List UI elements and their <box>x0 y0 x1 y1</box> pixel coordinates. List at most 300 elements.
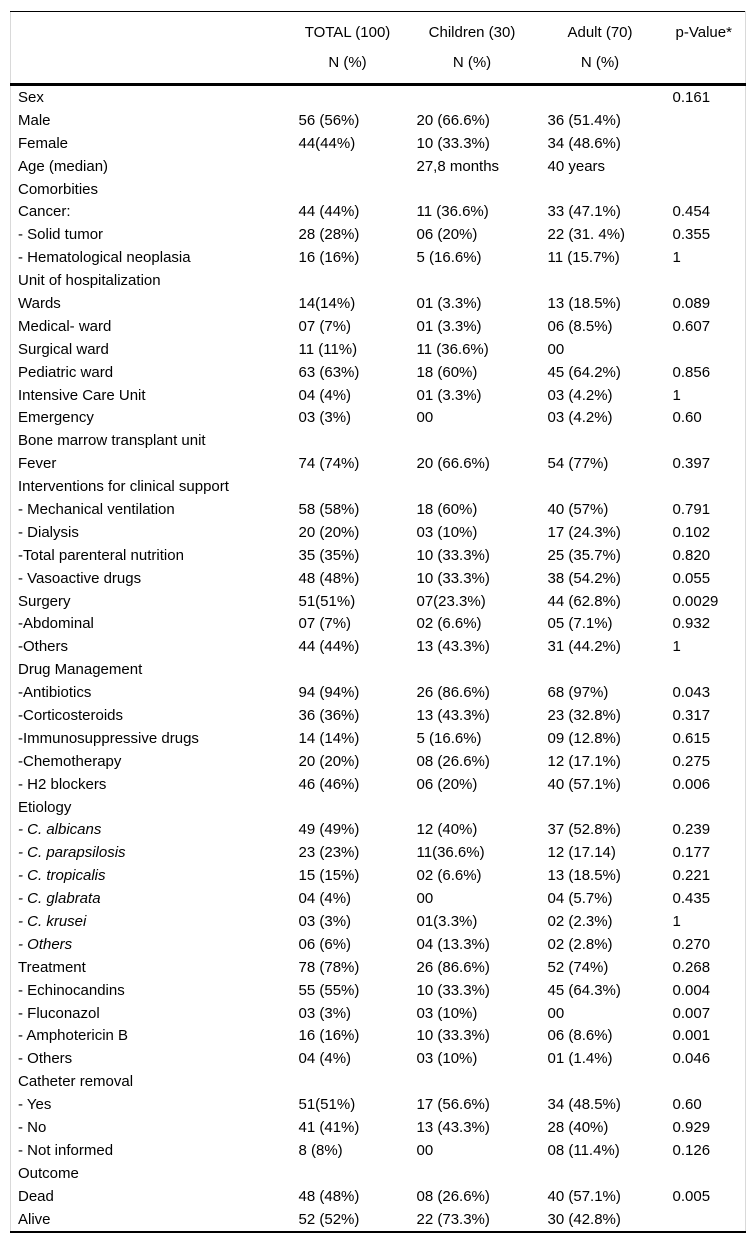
col-header-children-title: Children (30) <box>428 24 516 41</box>
p-value-cell: 0.454 <box>672 203 711 221</box>
total-cell: 44 (44%) <box>298 638 360 656</box>
row-label: -Corticosteroids <box>18 706 124 724</box>
p-value-cell: 0.270 <box>672 935 711 953</box>
col-header-total-title: TOTAL (100) <box>304 24 391 41</box>
p-value-cell: 0.221 <box>672 867 711 885</box>
adult-cell: 02 (2.3%) <box>547 913 613 930</box>
adult-cell: 02 (2.8%) <box>547 935 613 953</box>
children-cell <box>407 1162 538 1185</box>
total-cell: 28 (28%) <box>298 226 360 244</box>
total-cell <box>289 85 407 109</box>
row-label: -Immunosuppressive drugs <box>18 729 199 747</box>
children-cell: 02 (6.6%) <box>416 615 482 633</box>
table-row <box>11 475 746 498</box>
row-label: - No <box>18 1119 47 1137</box>
row-label: -Chemotherapy <box>18 752 122 770</box>
adult-cell: 34 (48.6%) <box>547 134 621 152</box>
row-label: Emergency <box>18 409 94 427</box>
row-label: - C. parapsilosis <box>18 844 126 862</box>
total-cell: 14(14%) <box>298 294 356 312</box>
p-value-cell: 1 <box>672 249 681 267</box>
table-row <box>11 1116 746 1139</box>
p-value-cell: 0.820 <box>672 546 711 564</box>
adult-cell: 25 (35.7%) <box>547 546 621 564</box>
row-label: - C. glabrata <box>18 890 101 908</box>
children-cell: 00 <box>416 890 434 908</box>
table-row <box>11 429 746 452</box>
p-value-cell: 0.043 <box>672 684 711 702</box>
total-cell: 14 (14%) <box>298 729 360 747</box>
adult-cell: 34 (48.5%) <box>547 1096 621 1114</box>
children-cell: 20 (66.6%) <box>416 111 490 129</box>
p-value-cell: 0.317 <box>672 706 711 724</box>
row-label: - H2 blockers <box>18 775 107 793</box>
children-cell <box>407 85 538 109</box>
p-value-cell: 0.001 <box>672 1027 711 1045</box>
p-value-cell: 0.007 <box>672 1004 711 1022</box>
table-row <box>11 1025 746 1048</box>
p-value-cell <box>663 269 746 292</box>
children-cell: 08 (26.6%) <box>416 752 490 770</box>
adult-cell: 36 (51.4%) <box>547 111 621 129</box>
total-cell: 44(44%) <box>298 134 356 152</box>
children-cell <box>407 796 538 819</box>
children-cell: 01 (3.3%) <box>416 386 482 404</box>
children-cell: 06 (20%) <box>416 226 478 244</box>
row-label: Drug Management <box>18 661 143 679</box>
adult-cell <box>538 1070 663 1093</box>
p-value-cell: 0.929 <box>672 1119 711 1137</box>
total-cell: 36 (36%) <box>298 706 360 724</box>
row-label: - Vasoactive drugs <box>18 569 142 587</box>
children-cell: 5 (16.6%) <box>416 249 482 267</box>
table-row <box>11 681 746 704</box>
row-label: Wards <box>18 294 61 312</box>
total-cell: 03 (3%) <box>298 409 352 427</box>
children-cell: 18 (60%) <box>416 363 478 381</box>
table-row <box>11 200 746 223</box>
children-cell: 5 (16.6%) <box>416 729 482 747</box>
p-value-cell: 0.397 <box>672 455 711 473</box>
total-cell: 04 (4%) <box>298 386 352 404</box>
header-row <box>11 12 746 85</box>
p-value-cell: 0.607 <box>672 317 711 335</box>
adult-cell <box>538 85 663 109</box>
adult-cell: 40 (57.1%) <box>547 775 621 793</box>
total-cell: 11 (11%) <box>298 340 358 358</box>
p-value-cell: 0.004 <box>672 981 711 999</box>
total-cell: 56 (56%) <box>298 111 360 129</box>
total-cell: 46 (46%) <box>298 775 360 793</box>
children-cell: 26 (86.6%) <box>416 958 490 976</box>
total-cell <box>289 155 407 178</box>
children-cell: 26 (86.6%) <box>416 684 490 702</box>
adult-cell: 37 (52.8%) <box>547 821 621 839</box>
total-cell <box>289 1070 407 1093</box>
row-label: Unit of hospitalization <box>18 272 161 290</box>
total-cell <box>289 429 407 452</box>
p-value-cell <box>663 1162 746 1185</box>
p-value-cell <box>663 155 746 178</box>
adult-cell: 38 (54.2%) <box>547 569 621 587</box>
p-value-cell: 0.055 <box>672 569 711 587</box>
row-label: - C. tropicalis <box>18 867 106 885</box>
children-cell: 13 (43.3%) <box>416 1119 490 1137</box>
table-body <box>11 85 746 1232</box>
p-value-cell <box>663 796 746 819</box>
table-row <box>11 452 746 475</box>
total-cell: 74 (74%) <box>298 455 360 473</box>
children-cell: 10 (33.3%) <box>416 981 490 999</box>
row-label: - Echinocandins <box>18 981 125 999</box>
row-label: Etiology <box>18 798 72 816</box>
p-value-cell: 1 <box>672 913 681 930</box>
adult-cell: 40 (57%) <box>547 500 609 518</box>
total-cell: 35 (35%) <box>298 546 360 564</box>
table-row <box>11 1208 746 1232</box>
table-row <box>11 109 746 132</box>
children-cell: 20 (66.6%) <box>416 455 490 473</box>
children-cell: 02 (6.6%) <box>416 867 482 885</box>
total-cell: 94 (94%) <box>298 684 360 702</box>
p-value-cell: 0.046 <box>672 1050 711 1068</box>
children-cell: 08 (26.6%) <box>416 1187 490 1205</box>
row-label: - Not informed <box>18 1141 114 1159</box>
table-row <box>11 658 746 681</box>
adult-cell: 44 (62.8%) <box>547 592 621 610</box>
adult-cell: 03 (4.2%) <box>547 386 613 404</box>
children-cell: 00 <box>416 1141 434 1159</box>
adult-cell: 06 (8.6%) <box>547 1027 613 1045</box>
adult-cell: 03 (4.2%) <box>547 409 613 427</box>
children-cell <box>407 269 538 292</box>
p-value-cell: 0.089 <box>672 294 711 312</box>
children-cell: 10 (33.3%) <box>416 134 490 152</box>
children-cell: 13 (43.3%) <box>416 638 490 656</box>
table-row <box>11 864 746 887</box>
p-value-cell: 0.126 <box>672 1141 711 1159</box>
row-label: - Yes <box>18 1096 52 1114</box>
total-cell: 78 (78%) <box>298 958 360 976</box>
p-value-cell: 0.102 <box>672 523 711 541</box>
adult-cell: 13 (18.5%) <box>547 294 621 312</box>
table-row <box>11 956 746 979</box>
table-row <box>11 269 746 292</box>
children-cell: 10 (33.3%) <box>416 546 490 564</box>
table-row <box>11 1047 746 1070</box>
table-row <box>11 246 746 269</box>
p-value-cell: 0.275 <box>672 752 711 770</box>
total-cell: 8 (8%) <box>298 1141 343 1159</box>
total-cell: 51(51%) <box>298 1096 356 1114</box>
children-cell <box>407 658 538 681</box>
children-cell <box>407 1070 538 1093</box>
p-value-cell <box>663 658 746 681</box>
table-row <box>11 979 746 1002</box>
children-cell: 17 (56.6%) <box>416 1096 490 1114</box>
row-label: Outcome <box>18 1164 79 1182</box>
table-row <box>11 384 746 407</box>
table-header <box>11 12 746 85</box>
children-cell: 13 (43.3%) <box>416 706 490 724</box>
adult-cell <box>538 658 663 681</box>
row-label: -Antibiotics <box>18 684 92 702</box>
children-cell: 01(3.3%) <box>416 913 478 930</box>
total-cell: 15 (15%) <box>298 867 360 885</box>
adult-cell: 40 (57.1%) <box>547 1187 621 1205</box>
row-label: - C. krusei <box>18 913 87 930</box>
row-label: Interventions for clinical support <box>18 478 229 496</box>
adult-cell: 00 <box>547 1004 565 1022</box>
p-value-cell: 0.161 <box>672 88 711 106</box>
adult-cell: 33 (47.1%) <box>547 203 621 221</box>
row-label: - Mechanical ventilation <box>18 500 175 518</box>
table-row <box>11 796 746 819</box>
adult-cell: 28 (40%) <box>547 1119 609 1137</box>
total-cell: 55 (55%) <box>298 981 360 999</box>
total-cell: 16 (16%) <box>298 249 360 267</box>
p-value-cell <box>663 132 746 155</box>
adult-cell: 54 (77%) <box>547 455 609 473</box>
adult-cell: 09 (12.8%) <box>547 729 621 747</box>
adult-cell: 06 (8.5%) <box>547 317 613 335</box>
adult-cell: 45 (64.2%) <box>547 363 621 381</box>
adult-cell: 40 years <box>547 157 606 175</box>
total-cell: 51(51%) <box>298 592 356 610</box>
table-row <box>11 1162 746 1185</box>
row-label: Male <box>18 111 51 129</box>
row-label: Surgical ward <box>18 340 109 358</box>
row-label: Pediatric ward <box>18 363 114 381</box>
adult-cell: 30 (42.8%) <box>547 1210 621 1228</box>
total-cell: 58 (58%) <box>298 500 360 518</box>
row-label: - Hematological neoplasia <box>18 249 191 267</box>
p-value-cell: 0.239 <box>672 821 711 839</box>
children-cell: 11 (36.6%) <box>416 203 489 221</box>
table-row <box>11 933 746 956</box>
table-row <box>11 887 746 910</box>
row-label: - Others <box>18 935 73 953</box>
children-cell: 11 (36.6%) <box>416 340 489 358</box>
total-cell: 04 (4%) <box>298 890 352 908</box>
total-cell: 07 (7%) <box>298 615 352 633</box>
total-cell <box>289 796 407 819</box>
table-row <box>11 521 746 544</box>
col-header-children <box>407 12 538 85</box>
children-cell: 10 (33.3%) <box>416 1027 490 1045</box>
total-cell: 49 (49%) <box>298 821 360 839</box>
col-header-adult <box>538 12 663 85</box>
total-cell: 63 (63%) <box>298 363 360 381</box>
col-header-children-sub: N (%) <box>452 54 492 71</box>
table-row <box>11 750 746 773</box>
row-label: Catheter removal <box>18 1073 134 1091</box>
children-cell <box>407 429 538 452</box>
p-value-cell: 1 <box>672 386 681 404</box>
total-cell: 48 (48%) <box>298 569 360 587</box>
table-row <box>11 178 746 201</box>
children-cell <box>407 475 538 498</box>
table-row <box>11 315 746 338</box>
children-cell: 27,8 months <box>416 157 500 175</box>
table-row <box>11 155 746 178</box>
p-value-cell <box>663 338 746 361</box>
children-cell: 03 (10%) <box>416 1004 478 1022</box>
p-value-cell: 0.177 <box>672 844 711 862</box>
adult-cell: 11 (15.7%) <box>547 249 620 267</box>
col-header-pvalue-title: p-Value* <box>675 24 732 41</box>
col-header-rowlabel <box>11 12 289 85</box>
table-row <box>11 406 746 429</box>
p-value-cell: 0.615 <box>672 729 711 747</box>
total-cell: 48 (48%) <box>298 1187 360 1205</box>
children-cell: 01 (3.3%) <box>416 294 482 312</box>
row-label: Treatment <box>18 958 86 976</box>
patient-characteristics-table <box>10 11 746 1233</box>
children-cell: 03 (10%) <box>416 523 478 541</box>
children-cell: 01 (3.3%) <box>416 317 482 335</box>
table-row <box>11 704 746 727</box>
adult-cell <box>538 178 663 201</box>
children-cell: 00 <box>416 409 434 427</box>
table-row <box>11 1002 746 1025</box>
p-value-cell: 0.0029 <box>672 592 719 610</box>
table-row <box>11 223 746 246</box>
children-cell: 07(23.3%) <box>416 592 486 610</box>
table-row <box>11 361 746 384</box>
total-cell: 44 (44%) <box>298 203 360 221</box>
p-value-cell: 0.005 <box>672 1187 711 1205</box>
total-cell: 07 (7%) <box>298 317 352 335</box>
p-value-cell: 0.435 <box>672 890 711 908</box>
col-header-total-sub: N (%) <box>328 54 367 71</box>
p-value-cell: 0.60 <box>672 1096 702 1114</box>
table-row <box>11 567 746 590</box>
table-row <box>11 85 746 109</box>
p-value-cell: 0.791 <box>672 500 711 518</box>
adult-cell: 08 (11.4%) <box>547 1141 620 1159</box>
row-label: Surgery <box>18 592 71 610</box>
total-cell: 20 (20%) <box>298 523 360 541</box>
table-row <box>11 612 746 635</box>
children-cell: 12 (40%) <box>416 821 478 839</box>
p-value-cell: 1 <box>672 638 681 656</box>
total-cell: 03 (3%) <box>298 913 352 930</box>
table-row <box>11 590 746 613</box>
col-header-pvalue <box>663 12 746 85</box>
col-header-adult-title: Adult (70) <box>567 24 633 41</box>
table-row <box>11 498 746 521</box>
adult-cell <box>538 796 663 819</box>
row-label: Dead <box>18 1187 54 1205</box>
total-cell: 41 (41%) <box>298 1119 360 1137</box>
p-value-cell: 0.856 <box>672 363 711 381</box>
adult-cell: 01 (1.4%) <box>547 1050 613 1068</box>
adult-cell: 00 <box>547 340 565 358</box>
col-header-pvalue-sub <box>663 51 746 75</box>
adult-cell: 13 (18.5%) <box>547 867 621 885</box>
row-label: Age (median) <box>18 157 109 175</box>
adult-cell: 52 (74%) <box>547 958 609 976</box>
p-value-cell <box>663 1070 746 1093</box>
p-value-cell: 0.006 <box>672 775 711 793</box>
adult-cell: 05 (7.1%) <box>547 615 613 633</box>
children-cell: 03 (10%) <box>416 1050 478 1068</box>
total-cell <box>289 658 407 681</box>
col-header-total <box>289 12 407 85</box>
table-row <box>11 1139 746 1162</box>
adult-cell: 22 (31. 4%) <box>547 226 626 244</box>
table-row <box>11 1070 746 1093</box>
table-row <box>11 773 746 796</box>
total-cell <box>289 269 407 292</box>
adult-cell <box>538 269 663 292</box>
table-row <box>11 727 746 750</box>
table-row <box>11 910 746 933</box>
total-cell: 52 (52%) <box>298 1210 360 1228</box>
adult-cell <box>538 475 663 498</box>
table-row <box>11 635 746 658</box>
row-label: - Dialysis <box>18 523 79 541</box>
table-row <box>11 132 746 155</box>
row-label: Medical- ward <box>18 317 112 335</box>
row-label: Comorbities <box>18 180 99 198</box>
children-cell: 06 (20%) <box>416 775 478 793</box>
p-value-cell: 0.355 <box>672 226 711 244</box>
table-row <box>11 338 746 361</box>
total-cell: 20 (20%) <box>298 752 360 770</box>
total-cell <box>289 178 407 201</box>
total-cell: 04 (4%) <box>298 1050 352 1068</box>
p-value-cell <box>663 1208 746 1232</box>
row-label: - C. albicans <box>18 821 102 839</box>
adult-cell: 12 (17.14) <box>547 844 616 862</box>
row-label: Cancer: <box>18 203 71 221</box>
row-label: -Abdominal <box>18 615 94 633</box>
table-row <box>11 1093 746 1116</box>
table-row <box>11 544 746 567</box>
row-label: Fever <box>18 455 57 473</box>
total-cell <box>289 475 407 498</box>
children-cell: 22 (73.3%) <box>416 1210 490 1228</box>
row-label: Bone marrow transplant unit <box>18 432 206 450</box>
row-label: - Solid tumor <box>18 226 104 244</box>
total-cell: 06 (6%) <box>298 935 352 953</box>
total-cell <box>289 1162 407 1185</box>
total-cell: 03 (3%) <box>298 1004 352 1022</box>
adult-cell: 23 (32.8%) <box>547 706 621 724</box>
adult-cell: 17 (24.3%) <box>547 523 621 541</box>
adult-cell: 04 (5.7%) <box>547 890 613 908</box>
p-value-cell: 0.932 <box>672 615 711 633</box>
row-label: Alive <box>18 1210 51 1228</box>
row-label: - Fluconazol <box>18 1004 100 1022</box>
row-label: - Others <box>18 1050 73 1068</box>
row-label: Intensive Care Unit <box>18 386 146 404</box>
adult-cell: 31 (44.2%) <box>547 638 621 656</box>
adult-cell <box>538 429 663 452</box>
table-row <box>11 1185 746 1208</box>
table-row <box>11 292 746 315</box>
col-header-adult-sub: N (%) <box>580 54 620 71</box>
p-value-cell <box>663 178 746 201</box>
children-cell: 04 (13.3%) <box>416 935 490 953</box>
p-value-cell <box>663 429 746 452</box>
children-cell: 10 (33.3%) <box>416 569 490 587</box>
adult-cell: 68 (97%) <box>547 684 609 702</box>
table-row <box>11 841 746 864</box>
row-label: Sex <box>18 88 44 106</box>
